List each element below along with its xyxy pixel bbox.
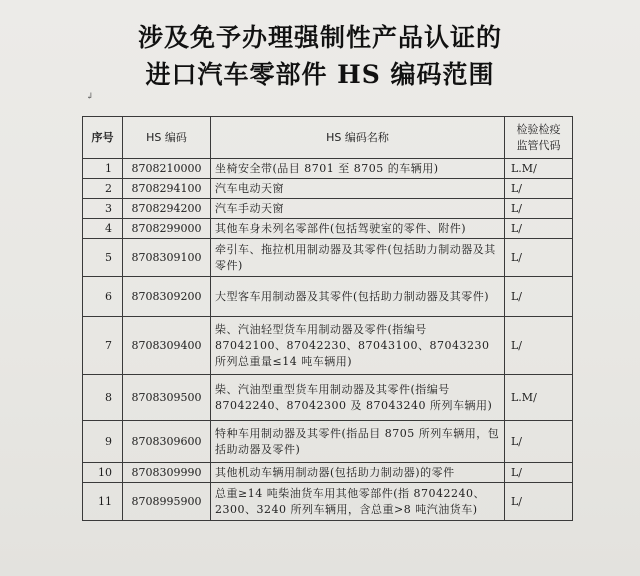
row-inspection-code: L/ (505, 199, 573, 219)
header-seq: 序号 (83, 117, 123, 159)
row-hs-code: 8708294200 (123, 199, 211, 219)
row-hs-name: 其他车身未列名零部件(包括驾驶室的零件、附件) (211, 219, 505, 239)
document-title-line1: 涉及免予办理强制性产品认证的 (137, 23, 502, 52)
header-inspection-code (505, 117, 573, 159)
row-inspection-code: L/ (505, 179, 573, 199)
row-seq: 9 (83, 421, 123, 463)
row-hs-name: 特种车用制动器及其零件(指品目 8705 所列车辆用，包括助动器及零件) (211, 421, 505, 463)
row-inspection-code: L/ (505, 483, 573, 521)
row-hs-name: 总重≥14 吨柴油货车用其他零部件(指 87042240、2300、3240 所列车辆用，含总重>8 吨汽油货车) (211, 483, 505, 521)
row-hs-name: 汽车手动天窗 (211, 199, 505, 219)
header-inspection-line2: 监管代码 (516, 138, 561, 152)
row-hs-code: 8708309600 (123, 421, 211, 463)
row-inspection-code: L/ (505, 317, 573, 375)
row-inspection-code: L.M/ (505, 375, 573, 421)
table-row (83, 179, 573, 199)
table-row (83, 463, 573, 483)
row-hs-code: 8708309990 (123, 463, 211, 483)
row-inspection-code: L/ (505, 421, 573, 463)
row-seq: 8 (83, 375, 123, 421)
row-seq: 2 (83, 179, 123, 199)
row-hs-name: 其他机动车辆用制动器(包括助力制动器)的零件 (211, 463, 505, 483)
header-inspection-line1: 检验检疫 (516, 122, 561, 136)
row-seq: 7 (83, 317, 123, 375)
row-hs-code: 8708309200 (123, 277, 211, 317)
table-header-row (83, 117, 573, 159)
row-hs-name: 坐椅安全带(品目 8701 至 8705 的车辆用) (211, 159, 505, 179)
hs-code-table (82, 116, 573, 521)
table-row (83, 277, 573, 317)
table-row (83, 483, 573, 521)
table-row (83, 421, 573, 463)
row-seq: 11 (83, 483, 123, 521)
row-hs-code: 8708299000 (123, 219, 211, 239)
row-hs-code: 8708309400 (123, 317, 211, 375)
row-hs-code: 8708309100 (123, 239, 211, 277)
row-seq: 6 (83, 277, 123, 317)
table-row (83, 199, 573, 219)
table-row (83, 317, 573, 375)
table-row (83, 375, 573, 421)
row-hs-name: 牵引车、拖拉机用制动器及其零件(包括助力制动器及其零件) (211, 239, 505, 277)
table-row (83, 159, 573, 179)
table-row (83, 219, 573, 239)
row-seq: 1 (83, 159, 123, 179)
row-hs-name: 柴、汽油型重型货车用制动器及其零件(指编号 87042240、87042300 及 87043240 所列车辆用) (211, 375, 505, 421)
row-hs-code: 8708294100 (123, 179, 211, 199)
row-inspection-code: L/ (505, 463, 573, 483)
row-inspection-code: L.M/ (505, 159, 573, 179)
header-hs-code: HS 编码 (123, 117, 211, 159)
row-hs-name: 大型客车用制动器及其零件(包括助力制动器及其零件) (211, 277, 505, 317)
row-hs-code: 8708995900 (123, 483, 211, 521)
row-hs-name: 柴、汽油轻型货车用制动器及零件(指编号 87042100、87042230、87043100、87043230 所列总重量≤14 吨车辆用) (211, 317, 505, 375)
row-seq: 10 (83, 463, 123, 483)
header-hs-name: HS 编码名称 (211, 117, 505, 159)
row-seq: 3 (83, 199, 123, 219)
row-inspection-code: L/ (505, 219, 573, 239)
row-inspection-code: L/ (505, 239, 573, 277)
row-hs-code: 8708210000 (123, 159, 211, 179)
table-body (83, 159, 573, 521)
row-hs-code: 8708309500 (123, 375, 211, 421)
paragraph-mark: ↲ (86, 92, 94, 102)
row-seq: 4 (83, 219, 123, 239)
document-title-line2: 进口汽车零部件 HS 编码范围 (145, 60, 495, 89)
row-inspection-code: L/ (505, 277, 573, 317)
row-seq: 5 (83, 239, 123, 277)
row-hs-name: 汽车电动天窗 (211, 179, 505, 199)
table-row (83, 239, 573, 277)
